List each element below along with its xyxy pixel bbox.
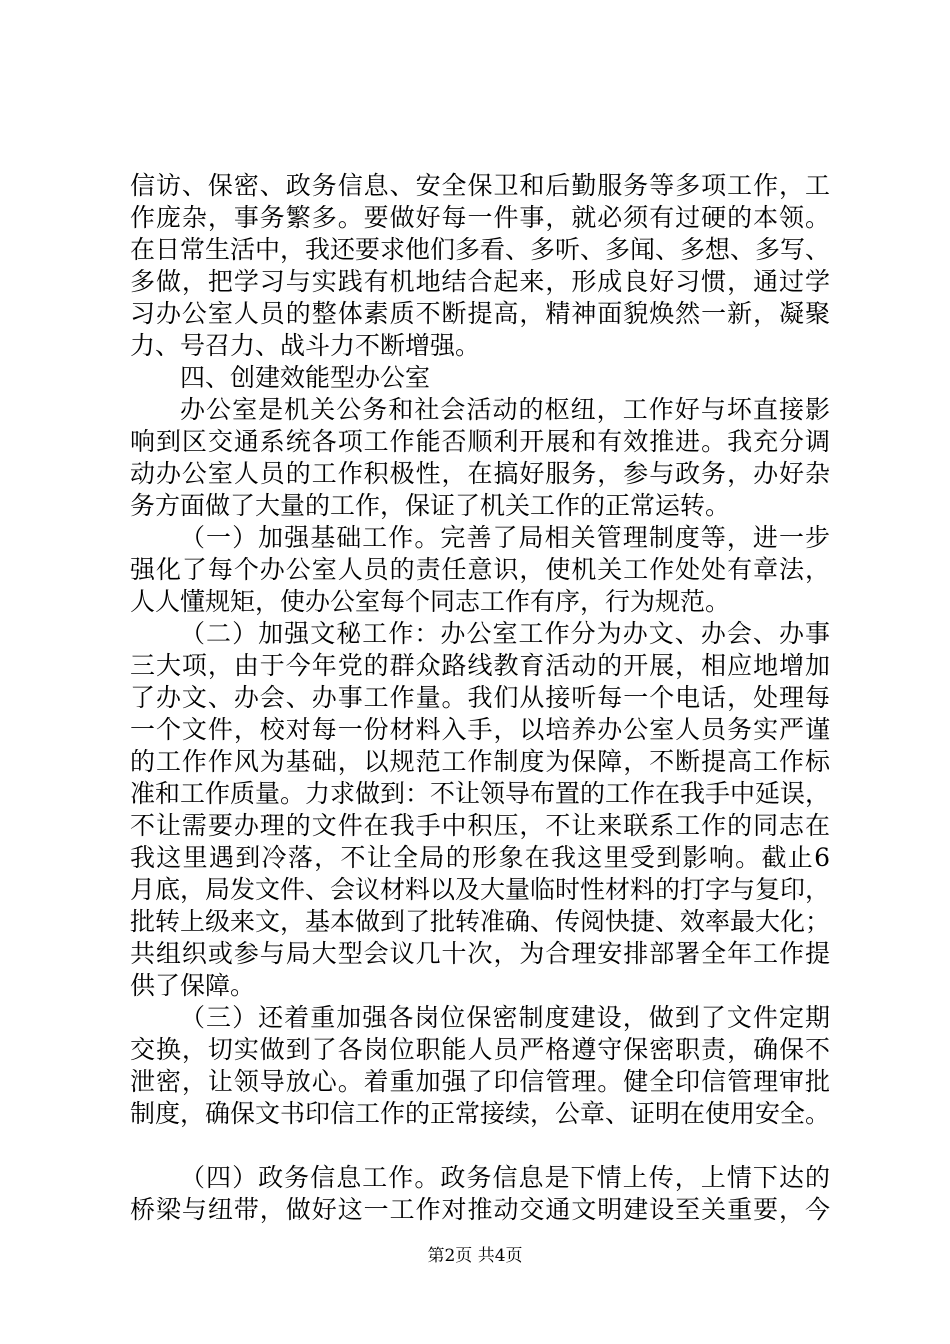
text-line: 三大项，由于今年党的群众路线教育活动的开展，相应地增加 — [130, 651, 830, 680]
text-line: 作庞杂，事务繁多。要做好每一件事，就必须有过硬的本领。 — [130, 203, 830, 232]
text-line: （四）政务信息工作。政务信息是下情上传，上情下达的 — [180, 1163, 830, 1192]
text-line: 供了保障。 — [130, 971, 256, 1000]
text-line: 习办公室人员的整体素质不断提高，精神面貌焕然一新，凝聚 — [130, 299, 830, 328]
text-line: 多做，把学习与实践有机地结合起来，形成良好习惯，通过学 — [130, 267, 830, 296]
document-body — [130, 170, 830, 1226]
text-line: （一）加强基础工作。完善了局相关管理制度等，进一步 — [180, 523, 830, 552]
text-line: 我这里遇到冷落，不让全局的形象在我这里受到影响。截止6 — [130, 843, 830, 872]
text-line: 务方面做了大量的工作，保证了机关工作的正常运转。 — [130, 491, 731, 520]
text-line: （三）还着重加强各岗位保密制度建设，做到了文件定期 — [180, 1003, 830, 1032]
text-line: 力、号召力、战斗力不断增强。 — [130, 331, 481, 360]
text-line: 交换，切实做到了各岗位职能人员严格遵守保密职责，确保不 — [130, 1035, 830, 1064]
text-line: 共组织或参与局大型会议几十次，为合理安排部署全年工作提 — [130, 939, 830, 968]
text-line: 准和工作质量。力求做到：不让领导布置的工作在我手中延误， — [130, 779, 831, 808]
text-line: （二）加强文秘工作：办公室工作分为办文、办会、办事 — [180, 619, 830, 648]
text-line: 泄密，让领导放心。着重加强了印信管理。健全印信管理审批 — [130, 1067, 830, 1096]
text-line: 办公室是机关公务和社会活动的枢纽，工作好与坏直接影 — [180, 395, 830, 424]
text-line: 在日常生活中，我还要求他们多看、多听、多闻、多想、多写、 — [130, 235, 831, 264]
text-line: 桥梁与纽带，做好这一工作对推动交通文明建设至关重要，今 — [130, 1195, 830, 1224]
text-line: 不让需要办理的文件在我手中积压，不让来联系工作的同志在 — [130, 811, 830, 840]
text-line: 批转上级来文，基本做到了批转准确、传阅快捷、效率最大化； — [130, 907, 831, 936]
text-line: 信访、保密、政务信息、安全保卫和后勤服务等多项工作，工 — [130, 171, 830, 200]
section-heading: 四、创建效能型办公室 — [180, 363, 431, 392]
blank-line — [130, 1130, 830, 1162]
text-line: 人人懂规矩，使办公室每个同志工作有序，行为规范。 — [130, 587, 731, 616]
text-line: 响到区交通系统各项工作能否顺利开展和有效推进。我充分调 — [130, 427, 830, 456]
text-line: 了办文、办会、办事工作量。我们从接听每一个电话，处理每 — [130, 683, 830, 712]
text-line: 一个文件，校对每一份材料入手，以培养办公室人员务实严谨 — [130, 715, 830, 744]
text-line: 制度，确保文书印信工作的正常接续，公章、证明在使用安全。 — [130, 1099, 831, 1128]
text-line: 强化了每个办公室人员的责任意识，使机关工作处处有章法， — [130, 555, 830, 584]
text-line: 的工作作风为基础，以规范工作制度为保障，不断提高工作标 — [130, 747, 830, 776]
text-line: 月底，局发文件、会议材料以及大量临时性材料的打字与复印， — [130, 875, 831, 904]
page-number-footer: 第2页 共4页 — [427, 1246, 523, 1266]
text-line: 动办公室人员的工作积极性，在搞好服务，参与政务，办好杂 — [130, 459, 830, 488]
